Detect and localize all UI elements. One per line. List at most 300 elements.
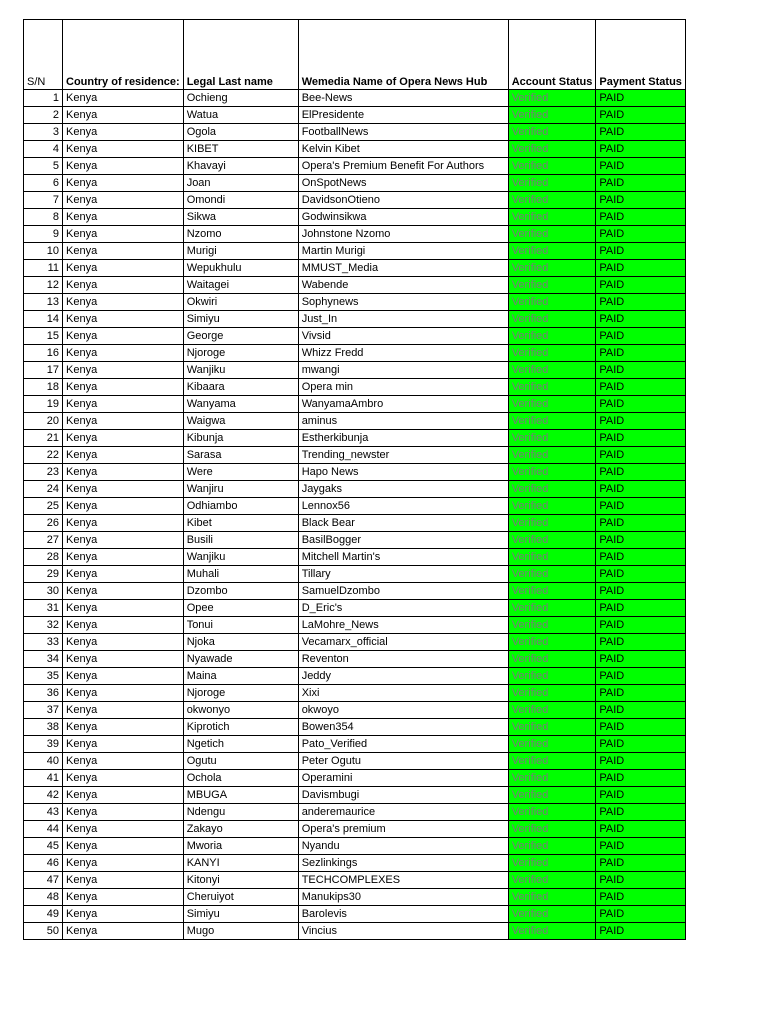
table-row [24, 532, 686, 549]
table-row [24, 464, 686, 481]
row-wemedia: MMUST_Media [298, 260, 508, 277]
row-payment-status: PAID [596, 736, 686, 753]
row-last-name: Sarasa [183, 447, 298, 464]
row-country: Kenya [63, 583, 184, 600]
row-account-status: Verified [508, 192, 596, 209]
row-sn: 13 [24, 294, 63, 311]
row-account-status: Verified [508, 719, 596, 736]
row-payment-status: PAID [596, 651, 686, 668]
row-country: Kenya [63, 566, 184, 583]
row-last-name: KANYI [183, 855, 298, 872]
row-payment-status: PAID [596, 464, 686, 481]
row-sn: 4 [24, 141, 63, 158]
header-country: Country of residence: [63, 20, 184, 90]
row-sn: 38 [24, 719, 63, 736]
row-sn: 5 [24, 158, 63, 175]
table-row [24, 447, 686, 464]
row-country: Kenya [63, 192, 184, 209]
row-sn: 11 [24, 260, 63, 277]
row-wemedia: Lennox56 [298, 498, 508, 515]
row-payment-status: PAID [596, 838, 686, 855]
row-sn: 1 [24, 90, 63, 107]
row-country: Kenya [63, 549, 184, 566]
row-last-name: Sikwa [183, 209, 298, 226]
row-wemedia: Sezlinkings [298, 855, 508, 872]
row-account-status: Verified [508, 906, 596, 923]
row-wemedia: Barolevis [298, 906, 508, 923]
row-account-status: Verified [508, 838, 596, 855]
row-last-name: Simiyu [183, 311, 298, 328]
row-payment-status: PAID [596, 430, 686, 447]
row-country: Kenya [63, 787, 184, 804]
row-account-status: Verified [508, 532, 596, 549]
row-payment-status: PAID [596, 396, 686, 413]
row-account-status: Verified [508, 464, 596, 481]
row-wemedia: ElPresidente [298, 107, 508, 124]
row-sn: 9 [24, 226, 63, 243]
row-account-status: Verified [508, 447, 596, 464]
row-account-status: Verified [508, 226, 596, 243]
row-last-name: Muhali [183, 566, 298, 583]
header-row [24, 20, 686, 90]
row-last-name: Watua [183, 107, 298, 124]
row-last-name: Simiyu [183, 906, 298, 923]
table-row [24, 413, 686, 430]
row-payment-status: PAID [596, 90, 686, 107]
row-wemedia: Mitchell Martin's [298, 549, 508, 566]
table-row [24, 668, 686, 685]
table-row [24, 192, 686, 209]
row-payment-status: PAID [596, 294, 686, 311]
row-sn: 49 [24, 906, 63, 923]
row-last-name: Ogola [183, 124, 298, 141]
row-account-status: Verified [508, 260, 596, 277]
row-payment-status: PAID [596, 481, 686, 498]
row-last-name: Mworia [183, 838, 298, 855]
table-row [24, 685, 686, 702]
row-account-status: Verified [508, 600, 596, 617]
row-country: Kenya [63, 617, 184, 634]
table-row [24, 396, 686, 413]
row-account-status: Verified [508, 396, 596, 413]
row-payment-status: PAID [596, 345, 686, 362]
row-sn: 40 [24, 753, 63, 770]
row-country: Kenya [63, 294, 184, 311]
table-row [24, 719, 686, 736]
row-payment-status: PAID [596, 311, 686, 328]
table-row [24, 889, 686, 906]
row-account-status: Verified [508, 379, 596, 396]
row-account-status: Verified [508, 175, 596, 192]
row-account-status: Verified [508, 345, 596, 362]
row-sn: 39 [24, 736, 63, 753]
row-sn: 43 [24, 804, 63, 821]
row-last-name: Mugo [183, 923, 298, 940]
table-row [24, 838, 686, 855]
row-sn: 48 [24, 889, 63, 906]
table-row [24, 345, 686, 362]
row-account-status: Verified [508, 277, 596, 294]
row-wemedia: Just_In [298, 311, 508, 328]
row-wemedia: Opera's premium [298, 821, 508, 838]
row-account-status: Verified [508, 770, 596, 787]
row-sn: 20 [24, 413, 63, 430]
row-account-status: Verified [508, 821, 596, 838]
row-country: Kenya [63, 498, 184, 515]
row-payment-status: PAID [596, 379, 686, 396]
row-wemedia: Vivsid [298, 328, 508, 345]
row-account-status: Verified [508, 617, 596, 634]
row-account-status: Verified [508, 872, 596, 889]
row-country: Kenya [63, 651, 184, 668]
row-account-status: Verified [508, 923, 596, 940]
row-wemedia: Xixi [298, 685, 508, 702]
payment-sheet [23, 19, 686, 940]
row-payment-status: PAID [596, 209, 686, 226]
row-wemedia: mwangi [298, 362, 508, 379]
table-row [24, 226, 686, 243]
row-last-name: Nzomo [183, 226, 298, 243]
row-payment-status: PAID [596, 872, 686, 889]
row-account-status: Verified [508, 413, 596, 430]
row-wemedia: Jeddy [298, 668, 508, 685]
row-last-name: Ndengu [183, 804, 298, 821]
row-account-status: Verified [508, 702, 596, 719]
row-last-name: Ochieng [183, 90, 298, 107]
row-sn: 17 [24, 362, 63, 379]
row-country: Kenya [63, 175, 184, 192]
row-wemedia: Godwinsikwa [298, 209, 508, 226]
row-sn: 30 [24, 583, 63, 600]
row-account-status: Verified [508, 549, 596, 566]
row-sn: 34 [24, 651, 63, 668]
row-country: Kenya [63, 906, 184, 923]
row-sn: 10 [24, 243, 63, 260]
row-sn: 32 [24, 617, 63, 634]
row-sn: 27 [24, 532, 63, 549]
row-payment-status: PAID [596, 583, 686, 600]
row-wemedia: Davismbugi [298, 787, 508, 804]
row-last-name: Njoka [183, 634, 298, 651]
row-country: Kenya [63, 362, 184, 379]
table-row [24, 430, 686, 447]
row-country: Kenya [63, 532, 184, 549]
table-row [24, 906, 686, 923]
row-sn: 6 [24, 175, 63, 192]
table-row [24, 923, 686, 940]
row-account-status: Verified [508, 787, 596, 804]
row-country: Kenya [63, 141, 184, 158]
row-payment-status: PAID [596, 566, 686, 583]
row-wemedia: Estherkibunja [298, 430, 508, 447]
header-sn: S/N [24, 20, 63, 90]
row-sn: 23 [24, 464, 63, 481]
table-row [24, 821, 686, 838]
row-account-status: Verified [508, 209, 596, 226]
row-payment-status: PAID [596, 889, 686, 906]
row-payment-status: PAID [596, 362, 686, 379]
row-country: Kenya [63, 634, 184, 651]
row-country: Kenya [63, 260, 184, 277]
row-wemedia: Sophynews [298, 294, 508, 311]
row-last-name: Tonui [183, 617, 298, 634]
table-row [24, 515, 686, 532]
row-wemedia: Manukips30 [298, 889, 508, 906]
row-sn: 26 [24, 515, 63, 532]
row-wemedia: LaMohre_News [298, 617, 508, 634]
row-payment-status: PAID [596, 447, 686, 464]
table-row [24, 617, 686, 634]
table-row [24, 600, 686, 617]
row-wemedia: Wabende [298, 277, 508, 294]
row-wemedia: anderemaurice [298, 804, 508, 821]
row-wemedia: Kelvin Kibet [298, 141, 508, 158]
table-row [24, 481, 686, 498]
row-wemedia: Operamini [298, 770, 508, 787]
row-sn: 3 [24, 124, 63, 141]
row-last-name: Odhiambo [183, 498, 298, 515]
row-sn: 2 [24, 107, 63, 124]
row-last-name: Maina [183, 668, 298, 685]
table-row [24, 209, 686, 226]
table-row [24, 260, 686, 277]
header-payment-status: Payment Status [596, 20, 686, 90]
row-sn: 22 [24, 447, 63, 464]
row-country: Kenya [63, 90, 184, 107]
row-payment-status: PAID [596, 685, 686, 702]
row-country: Kenya [63, 770, 184, 787]
row-wemedia: Nyandu [298, 838, 508, 855]
header-account-status: Account Status [508, 20, 596, 90]
table-row [24, 90, 686, 107]
row-payment-status: PAID [596, 498, 686, 515]
row-account-status: Verified [508, 498, 596, 515]
row-account-status: Verified [508, 90, 596, 107]
row-last-name: Okwiri [183, 294, 298, 311]
table-row [24, 872, 686, 889]
row-last-name: KIBET [183, 141, 298, 158]
row-payment-status: PAID [596, 821, 686, 838]
row-country: Kenya [63, 124, 184, 141]
table-row [24, 277, 686, 294]
row-last-name: Kiprotich [183, 719, 298, 736]
table-header [24, 20, 686, 90]
row-payment-status: PAID [596, 668, 686, 685]
table-row [24, 294, 686, 311]
table-row [24, 736, 686, 753]
row-wemedia: FootballNews [298, 124, 508, 141]
row-wemedia: Tillary [298, 566, 508, 583]
row-last-name: Murigi [183, 243, 298, 260]
row-wemedia: D_Eric's [298, 600, 508, 617]
row-payment-status: PAID [596, 243, 686, 260]
row-sn: 41 [24, 770, 63, 787]
row-country: Kenya [63, 719, 184, 736]
row-sn: 18 [24, 379, 63, 396]
row-payment-status: PAID [596, 804, 686, 821]
table-row [24, 787, 686, 804]
row-wemedia: WanyamaAmbro [298, 396, 508, 413]
row-account-status: Verified [508, 481, 596, 498]
row-last-name: Kibet [183, 515, 298, 532]
row-country: Kenya [63, 923, 184, 940]
row-account-status: Verified [508, 243, 596, 260]
row-last-name: Wanyama [183, 396, 298, 413]
row-wemedia: Trending_newster [298, 447, 508, 464]
row-account-status: Verified [508, 158, 596, 175]
row-wemedia: Vecamarx_official [298, 634, 508, 651]
row-wemedia: DavidsonOtieno [298, 192, 508, 209]
row-payment-status: PAID [596, 719, 686, 736]
row-account-status: Verified [508, 294, 596, 311]
row-wemedia: SamuelDzombo [298, 583, 508, 600]
row-last-name: Wanjiru [183, 481, 298, 498]
row-last-name: Ochola [183, 770, 298, 787]
payment-table [23, 19, 686, 940]
row-country: Kenya [63, 226, 184, 243]
row-country: Kenya [63, 855, 184, 872]
row-account-status: Verified [508, 328, 596, 345]
row-sn: 37 [24, 702, 63, 719]
table-row [24, 141, 686, 158]
row-sn: 24 [24, 481, 63, 498]
row-country: Kenya [63, 158, 184, 175]
row-payment-status: PAID [596, 600, 686, 617]
row-payment-status: PAID [596, 532, 686, 549]
row-payment-status: PAID [596, 855, 686, 872]
row-sn: 16 [24, 345, 63, 362]
row-country: Kenya [63, 396, 184, 413]
row-payment-status: PAID [596, 923, 686, 940]
row-country: Kenya [63, 872, 184, 889]
row-country: Kenya [63, 821, 184, 838]
row-wemedia: Bee-News [298, 90, 508, 107]
row-last-name: Waigwa [183, 413, 298, 430]
row-payment-status: PAID [596, 753, 686, 770]
row-account-status: Verified [508, 685, 596, 702]
row-country: Kenya [63, 702, 184, 719]
row-sn: 47 [24, 872, 63, 889]
row-account-status: Verified [508, 736, 596, 753]
row-sn: 19 [24, 396, 63, 413]
row-country: Kenya [63, 430, 184, 447]
row-sn: 46 [24, 855, 63, 872]
table-body [24, 90, 686, 940]
row-last-name: Zakayo [183, 821, 298, 838]
row-account-status: Verified [508, 855, 596, 872]
table-row [24, 498, 686, 515]
row-sn: 21 [24, 430, 63, 447]
table-row [24, 243, 686, 260]
row-account-status: Verified [508, 651, 596, 668]
row-wemedia: Vincius [298, 923, 508, 940]
row-country: Kenya [63, 464, 184, 481]
row-last-name: Cheruiyot [183, 889, 298, 906]
row-payment-status: PAID [596, 226, 686, 243]
row-wemedia: Opera min [298, 379, 508, 396]
row-last-name: Kibaara [183, 379, 298, 396]
row-country: Kenya [63, 685, 184, 702]
row-sn: 50 [24, 923, 63, 940]
table-row [24, 124, 686, 141]
row-sn: 29 [24, 566, 63, 583]
row-last-name: Wanjiku [183, 362, 298, 379]
row-country: Kenya [63, 600, 184, 617]
row-wemedia: Reventon [298, 651, 508, 668]
row-wemedia: Bowen354 [298, 719, 508, 736]
row-payment-status: PAID [596, 141, 686, 158]
row-wemedia: Pato_Verified [298, 736, 508, 753]
row-last-name: Njoroge [183, 345, 298, 362]
row-wemedia: BasilBogger [298, 532, 508, 549]
row-last-name: Ogutu [183, 753, 298, 770]
row-payment-status: PAID [596, 107, 686, 124]
row-last-name: Ngetich [183, 736, 298, 753]
row-last-name: okwonyo [183, 702, 298, 719]
row-account-status: Verified [508, 804, 596, 821]
row-account-status: Verified [508, 430, 596, 447]
row-sn: 36 [24, 685, 63, 702]
table-row [24, 158, 686, 175]
row-country: Kenya [63, 328, 184, 345]
row-country: Kenya [63, 413, 184, 430]
row-country: Kenya [63, 311, 184, 328]
table-row [24, 379, 686, 396]
row-sn: 45 [24, 838, 63, 855]
header-last-name: Legal Last name [183, 20, 298, 90]
row-sn: 7 [24, 192, 63, 209]
row-payment-status: PAID [596, 175, 686, 192]
row-country: Kenya [63, 515, 184, 532]
table-row [24, 175, 686, 192]
row-sn: 8 [24, 209, 63, 226]
row-account-status: Verified [508, 141, 596, 158]
row-payment-status: PAID [596, 124, 686, 141]
row-payment-status: PAID [596, 549, 686, 566]
table-row [24, 566, 686, 583]
row-payment-status: PAID [596, 702, 686, 719]
row-last-name: Opee [183, 600, 298, 617]
row-last-name: Nyawade [183, 651, 298, 668]
row-last-name: Were [183, 464, 298, 481]
row-payment-status: PAID [596, 634, 686, 651]
row-country: Kenya [63, 209, 184, 226]
row-country: Kenya [63, 107, 184, 124]
row-payment-status: PAID [596, 515, 686, 532]
table-row [24, 583, 686, 600]
row-sn: 33 [24, 634, 63, 651]
row-payment-status: PAID [596, 906, 686, 923]
table-row [24, 804, 686, 821]
row-wemedia: okwoyo [298, 702, 508, 719]
table-row [24, 702, 686, 719]
table-row [24, 328, 686, 345]
row-last-name: Dzombo [183, 583, 298, 600]
row-sn: 35 [24, 668, 63, 685]
row-country: Kenya [63, 447, 184, 464]
row-last-name: Omondi [183, 192, 298, 209]
row-last-name: Khavayi [183, 158, 298, 175]
row-account-status: Verified [508, 889, 596, 906]
row-country: Kenya [63, 889, 184, 906]
row-last-name: Busili [183, 532, 298, 549]
table-row [24, 311, 686, 328]
row-payment-status: PAID [596, 787, 686, 804]
row-country: Kenya [63, 481, 184, 498]
table-row [24, 549, 686, 566]
header-wemedia: Wemedia Name of Opera News Hub [298, 20, 508, 90]
table-row [24, 107, 686, 124]
